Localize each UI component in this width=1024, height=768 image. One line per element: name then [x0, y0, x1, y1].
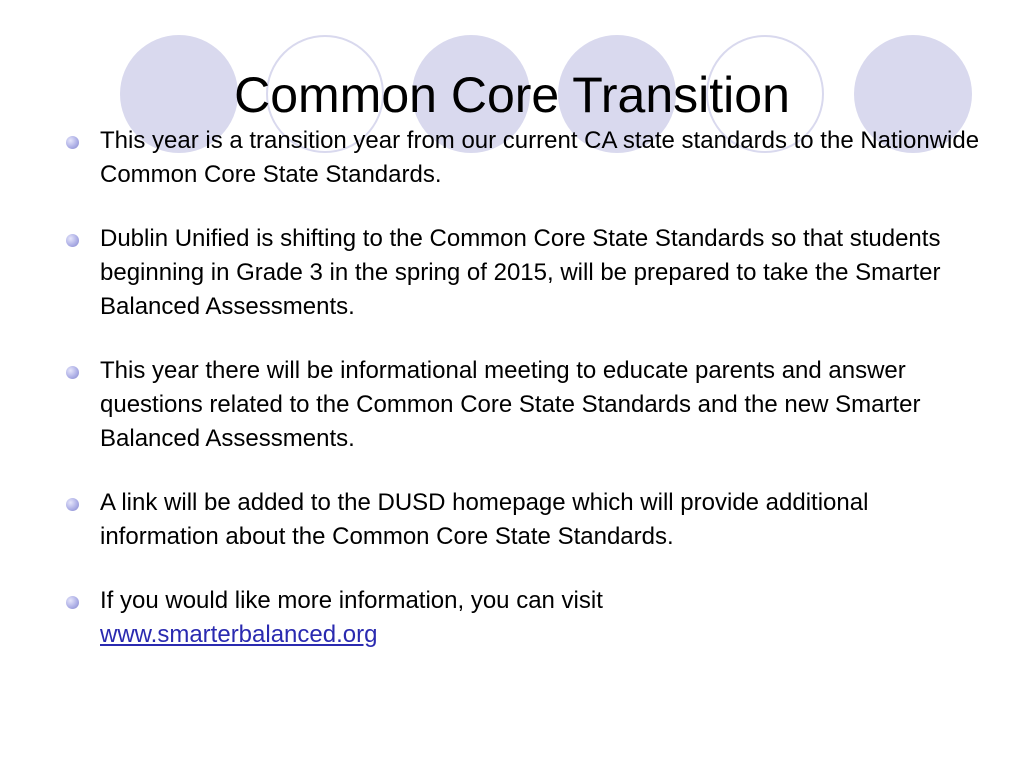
- bullet-dot-icon: [66, 136, 79, 149]
- bullet-list: [62, 124, 982, 652]
- bullet-item: [62, 124, 982, 192]
- bullet-text: A link will be added to the DUSD homepage which will provide additional information about the Common Core State Standards.: [100, 489, 869, 550]
- smarterbalanced-link[interactable]: www.smarterbalanced.org: [100, 621, 378, 648]
- bullet-text: This year there will be informational meeting to educate parents and answer questions related to the Common Core State Standards and the new Smarter Balanced Assessments.: [100, 357, 921, 452]
- bullet-text: If you would like more information, you can visit: [100, 587, 603, 614]
- bullet-item: [62, 584, 982, 652]
- bullet-item: [62, 486, 982, 554]
- bullet-dot-icon: [66, 366, 79, 379]
- bullet-text: Dublin Unified is shifting to the Common Core State Standards so that students beginning in Grade 3 in the spring of 2015, will be prepared to take the Smarter Balanced Assessments.: [100, 225, 941, 320]
- bullet-dot-icon: [66, 498, 79, 511]
- slide-title: Common Core Transition: [234, 67, 790, 123]
- bullet-dot-icon: [66, 596, 79, 609]
- bullet-text: This year is a transition year from our current CA state standards to the Nationwide Common Core State Standards.: [100, 127, 980, 188]
- bullet-item: [62, 354, 982, 456]
- bullet-dot-icon: [66, 234, 79, 247]
- bullet-item: [62, 222, 982, 324]
